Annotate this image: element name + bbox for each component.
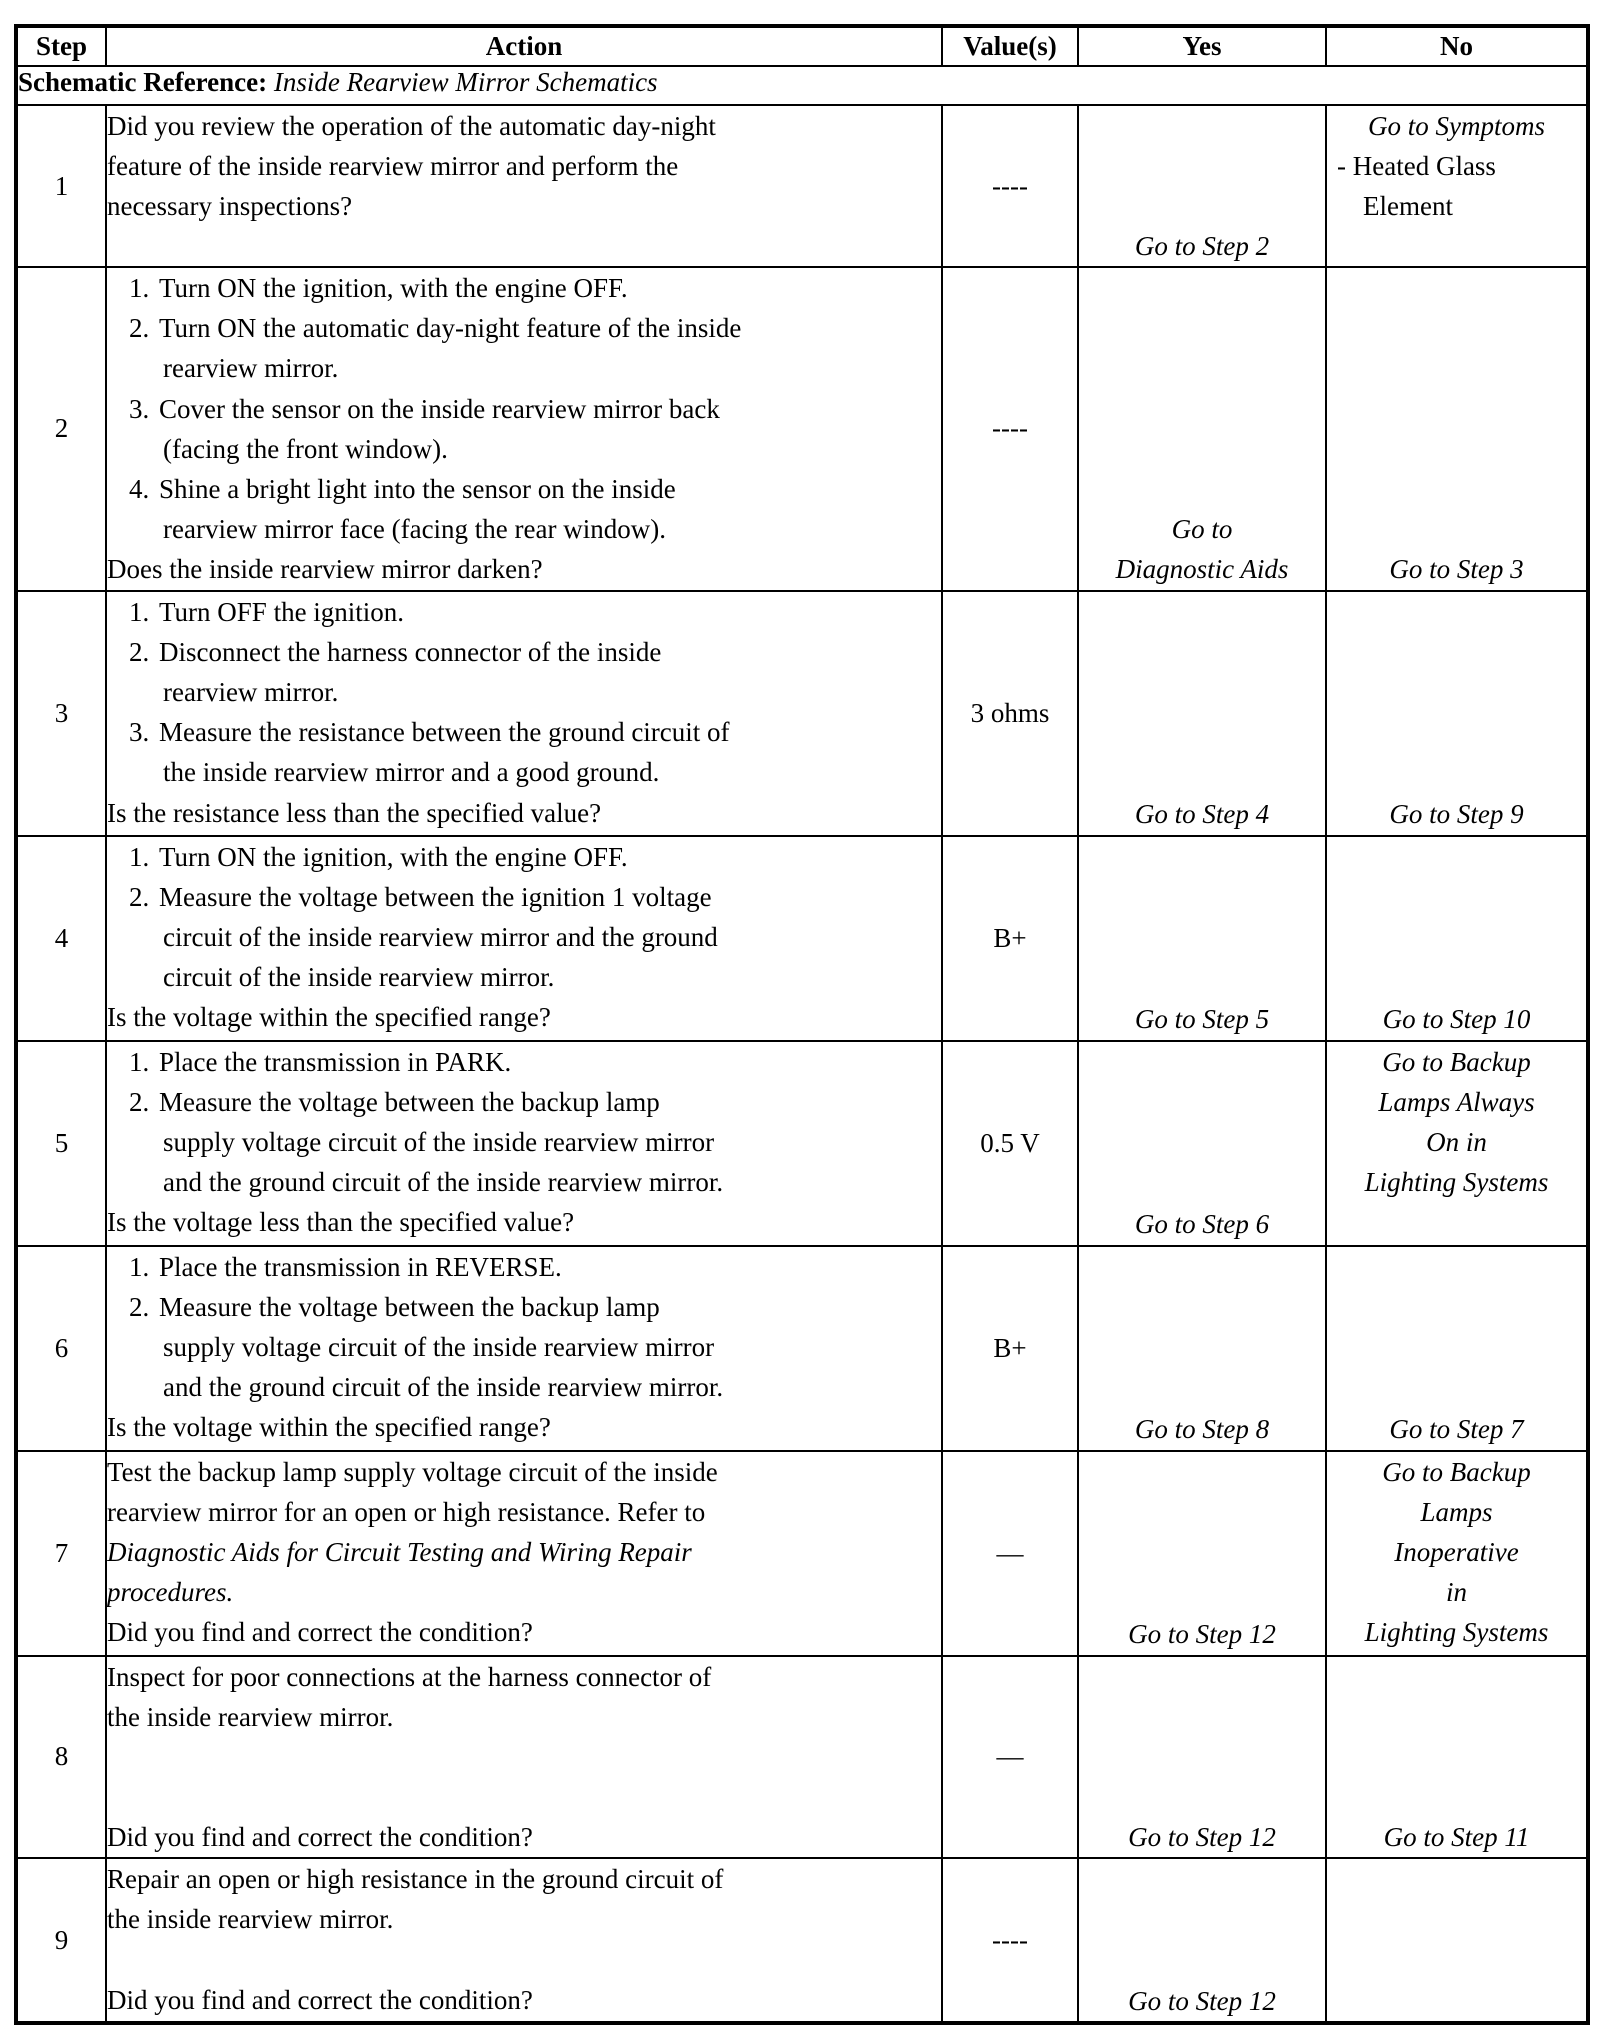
action-text: the inside rearview mirror.	[107, 1904, 394, 1935]
value-cell: ----	[942, 1858, 1078, 2023]
table-row	[16, 1246, 1588, 1451]
action-step-text: Turn OFF the ignition.	[159, 596, 405, 627]
table-row	[16, 105, 1588, 267]
action-step-number: 2.	[129, 881, 150, 912]
no-link[interactable]: Go to Step 7	[1389, 1414, 1524, 1445]
value-cell: 3 ohms	[942, 591, 1078, 836]
action-question: Did you find and correct the condition?	[107, 1984, 533, 2015]
action-step-text: Cover the sensor on the inside rearview mirror back	[159, 393, 720, 424]
action-step-number: 3.	[129, 717, 150, 748]
action-question: Is the voltage within the specified range?	[107, 1412, 551, 1443]
action-text: Repair an open or high resistance in the ground circuit of	[107, 1864, 724, 1895]
step-number: 6	[16, 1246, 106, 1451]
schematic-reference	[16, 66, 1588, 105]
action-step	[107, 1247, 941, 1287]
action-text: feature of the inside rearview mirror and perform the	[107, 151, 679, 182]
action-text: Did you review the operation of the automatic day-night	[107, 111, 716, 141]
action-cell	[106, 105, 942, 267]
value-cell: B+	[942, 836, 1078, 1041]
step-number: 4	[16, 836, 106, 1041]
diagnostic-table	[14, 24, 1590, 2025]
action-step-continuation: supply voltage circuit of the inside rearview mirror	[163, 1332, 715, 1363]
action-step-continuation: rearview mirror face (facing the rear window).	[163, 514, 666, 545]
action-step-continuation: rearview mirror.	[163, 353, 339, 384]
step-number: 5	[16, 1041, 106, 1246]
action-steps	[107, 592, 941, 793]
yes-link[interactable]: Go to Step 12	[1128, 1822, 1276, 1853]
table-row	[16, 1656, 1588, 1859]
yes-link[interactable]: Go to Step 8	[1134, 1414, 1270, 1445]
yes-link[interactable]: Go to Step 2	[1134, 230, 1270, 261]
no-link[interactable]: Element	[1363, 191, 1453, 222]
action-step	[107, 389, 941, 469]
action-step	[107, 1082, 941, 1203]
table-row	[16, 267, 1588, 591]
action-cell	[106, 1246, 942, 1451]
yes-link[interactable]: Go to Step 5	[1134, 1004, 1270, 1035]
yes-cell	[1078, 1246, 1326, 1451]
action-step-text: Measure the voltage between the ignition 1 voltage	[159, 881, 712, 912]
no-link[interactable]: Go to Step 9	[1389, 799, 1524, 830]
no-link[interactable]: Go to Backup	[1382, 1046, 1531, 1077]
action-step-continuation: supply voltage circuit of the inside rearview mirror	[163, 1127, 715, 1158]
no-link[interactable]: Lamps	[1420, 1496, 1493, 1527]
no-link[interactable]: Go to Backup	[1382, 1456, 1531, 1487]
no-link[interactable]: On in	[1426, 1127, 1487, 1158]
action-step-text: Turn ON the ignition, with the engine OFF.	[159, 841, 628, 872]
action-step-number: 4.	[129, 474, 150, 505]
action-step	[107, 712, 941, 792]
action-step-number: 1.	[129, 596, 150, 627]
header-row	[16, 26, 1588, 66]
action-step	[107, 268, 941, 308]
no-link[interactable]: Inoperative	[1394, 1537, 1519, 1568]
yes-cell	[1078, 105, 1326, 267]
action-cell	[106, 267, 942, 591]
spacer	[107, 1737, 941, 1817]
action-text: the inside rearview mirror.	[107, 1701, 394, 1732]
action-step-number: 1.	[129, 841, 150, 872]
action-question: Is the resistance less than the specified value?	[107, 797, 602, 828]
yes-link[interactable]: Go to Step 12	[1128, 1619, 1276, 1650]
yes-link[interactable]: Go to	[1171, 514, 1233, 545]
no-cell	[1326, 836, 1588, 1041]
yes-cell	[1078, 1451, 1326, 1656]
value-cell: B+	[942, 1246, 1078, 1451]
schematic-label: Schematic Reference:	[18, 67, 268, 97]
action-step-text: Place the transmission in REVERSE.	[159, 1251, 562, 1282]
value-cell: ----	[942, 267, 1078, 591]
yes-cell	[1078, 1858, 1326, 2023]
action-step-continuation: circuit of the inside rearview mirror and the ground	[163, 922, 718, 953]
no-link[interactable]: Go to Step 10	[1382, 1004, 1531, 1035]
spacer	[107, 1940, 941, 1980]
table-row	[16, 1858, 1588, 2023]
yes-cell	[1078, 1041, 1326, 1246]
no-link[interactable]: in	[1445, 1577, 1467, 1608]
action-step-text: Measure the voltage between the backup lamp	[159, 1291, 660, 1322]
action-step-text: Place the transmission in PARK.	[159, 1046, 512, 1077]
no-link[interactable]: - Heated Glass	[1337, 151, 1496, 182]
action-cell	[106, 1451, 942, 1656]
no-cell	[1326, 105, 1588, 267]
no-cell	[1326, 591, 1588, 836]
action-step-number: 2.	[129, 1291, 150, 1322]
action-step	[107, 1042, 941, 1082]
value-cell: —	[942, 1451, 1078, 1656]
header-values: Value(s)	[942, 26, 1078, 66]
action-step	[107, 308, 941, 388]
action-question: Did you find and correct the condition?	[107, 1822, 533, 1853]
action-step-text: Shine a bright light into the sensor on the inside	[159, 474, 676, 505]
action-step-text: Turn ON the automatic day-night feature of the inside	[159, 313, 742, 344]
action-step-text: Measure the voltage between the backup lamp	[159, 1086, 660, 1117]
step-number: 9	[16, 1858, 106, 2023]
reference-link[interactable]: Diagnostic Aids for Circuit Testing and Wiring Repair	[107, 1537, 692, 1568]
action-text: Inspect for poor connections at the harness connector of	[107, 1661, 712, 1692]
action-step-text: Measure the resistance between the ground circuit of	[159, 717, 730, 748]
no-cell	[1326, 1858, 1588, 2023]
action-step-number: 2.	[129, 313, 150, 344]
no-link[interactable]: Lighting Systems	[1364, 1617, 1549, 1648]
action-cell	[106, 591, 942, 836]
header-no: No	[1326, 26, 1588, 66]
schematic-reference-row	[16, 66, 1588, 105]
action-step	[107, 877, 941, 998]
action-step-number: 2.	[129, 636, 150, 667]
table-row	[16, 591, 1588, 836]
action-question: Does the inside rearview mirror darken?	[107, 554, 543, 585]
action-text: rearview mirror for an open or high resistance. Refer to	[107, 1496, 706, 1527]
no-link[interactable]: Go to Symptoms	[1368, 111, 1545, 141]
action-text: Test the backup lamp supply voltage circuit of the inside	[107, 1456, 718, 1487]
action-step-continuation: (facing the front window).	[163, 433, 448, 464]
action-step	[107, 632, 941, 712]
reference-link[interactable]: procedures.	[107, 1577, 234, 1608]
step-number: 8	[16, 1656, 106, 1859]
no-link[interactable]: Lighting Systems	[1364, 1167, 1549, 1198]
header-action: Action	[106, 26, 942, 66]
action-step	[107, 592, 941, 632]
action-step-continuation: circuit of the inside rearview mirror.	[163, 962, 555, 993]
action-question: Did you find and correct the condition?	[107, 1617, 533, 1648]
action-step	[107, 469, 941, 549]
yes-cell	[1078, 836, 1326, 1041]
action-cell	[106, 836, 942, 1041]
action-text: necessary inspections?	[107, 191, 353, 222]
yes-cell	[1078, 591, 1326, 836]
value-cell: 0.5 V	[942, 1041, 1078, 1246]
no-cell	[1326, 1656, 1588, 1859]
step-number: 7	[16, 1451, 106, 1656]
no-link[interactable]: Go to Step 3	[1389, 554, 1524, 585]
header-step: Step	[16, 26, 106, 66]
no-cell	[1326, 1451, 1588, 1656]
action-step-text: Turn ON the ignition, with the engine OFF.	[159, 273, 628, 303]
action-steps	[107, 1042, 941, 1203]
action-cell	[106, 1858, 942, 2023]
action-steps	[107, 1247, 941, 1408]
yes-cell	[1078, 1656, 1326, 1859]
yes-link[interactable]: Diagnostic Aids	[1115, 554, 1289, 585]
action-step	[107, 1287, 941, 1408]
no-link[interactable]: Lamps Always	[1378, 1086, 1535, 1117]
yes-cell	[1078, 267, 1326, 591]
action-question: Is the voltage less than the specified value?	[107, 1207, 575, 1238]
no-cell	[1326, 267, 1588, 591]
action-steps	[107, 837, 941, 998]
table-row	[16, 836, 1588, 1041]
step-number: 1	[16, 105, 106, 267]
action-step-number: 3.	[129, 393, 150, 424]
no-cell	[1326, 1246, 1588, 1451]
yes-link[interactable]: Go to Step 6	[1134, 1209, 1270, 1240]
action-steps	[107, 268, 941, 549]
step-number: 3	[16, 591, 106, 836]
action-step-number: 1.	[129, 273, 150, 303]
action-step-number: 1.	[129, 1251, 150, 1282]
action-cell	[106, 1041, 942, 1246]
table-row	[16, 1041, 1588, 1246]
action-step-number: 2.	[129, 1086, 150, 1117]
table-row	[16, 1451, 1588, 1656]
action-step-number: 1.	[129, 1046, 150, 1077]
action-question: Is the voltage within the specified range?	[107, 1002, 551, 1033]
yes-link[interactable]: Go to Step 4	[1134, 799, 1270, 830]
value-cell: —	[942, 1656, 1078, 1859]
yes-link[interactable]: Go to Step 12	[1128, 1986, 1276, 2017]
schematic-link[interactable]: Inside Rearview Mirror Schematics	[273, 67, 658, 97]
action-step-continuation: the inside rearview mirror and a good ground.	[163, 757, 660, 788]
action-step-continuation: and the ground circuit of the inside rearview mirror.	[163, 1372, 724, 1403]
action-step-text: Disconnect the harness connector of the inside	[159, 636, 662, 667]
no-cell	[1326, 1041, 1588, 1246]
value-cell: ----	[942, 105, 1078, 267]
action-step	[107, 837, 941, 877]
step-number: 2	[16, 267, 106, 591]
action-cell	[106, 1656, 942, 1859]
action-step-continuation: and the ground circuit of the inside rearview mirror.	[163, 1167, 724, 1198]
header-yes: Yes	[1078, 26, 1326, 66]
no-link[interactable]: Go to Step 11	[1383, 1822, 1530, 1853]
action-step-continuation: rearview mirror.	[163, 677, 339, 708]
